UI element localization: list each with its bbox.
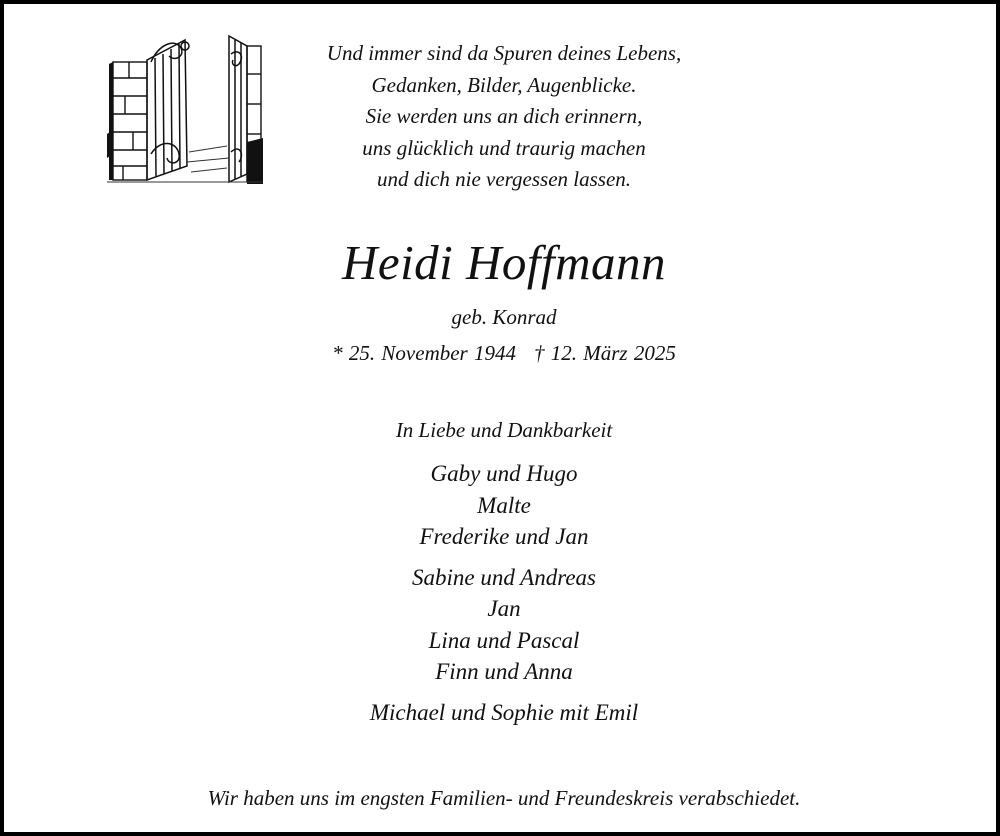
memorial-poem	[274, 38, 734, 196]
garden-gate-illustration	[107, 34, 263, 184]
birth-date: * 25. November 1944	[332, 341, 516, 365]
mourner-group	[4, 562, 1000, 688]
poem-line: Gedanken, Bilder, Augenblicke.	[371, 72, 637, 97]
mourner-line: Gaby und Hugo	[430, 461, 578, 486]
mourner-group	[4, 458, 1000, 553]
poem-line: Sie werden uns an dich erinnern,	[365, 104, 643, 128]
farewell-note: Wir haben uns im engsten Familien- und Freundeskreis verabschiedet.	[207, 786, 801, 810]
gate-leaf-left	[147, 40, 189, 180]
poem-line: und dich nie vergessen lassen.	[376, 167, 632, 191]
mourner-line: Finn und Anna	[435, 659, 573, 684]
mourners-list	[4, 458, 1000, 737]
stone-pillar-left	[113, 62, 147, 180]
life-dates	[4, 340, 1000, 366]
closing-phrase: In Liebe und Dankbarkeit	[395, 418, 613, 442]
mourner-line: Frederike und Jan	[419, 524, 589, 549]
gate-leaf-right	[229, 36, 247, 182]
mourner-line: Malte	[477, 492, 531, 518]
mourner-line: Sabine und Andreas	[412, 564, 596, 590]
poem-line: Und immer sind da Spuren deines Lebens,	[326, 41, 682, 65]
mourner-line: Lina und Pascal	[428, 627, 580, 653]
death-date: † 12. März 2025	[533, 341, 676, 365]
poem-line: uns glücklich und traurig machen	[362, 135, 646, 160]
mourner-group	[4, 697, 1000, 729]
birth-name: geb. Konrad	[451, 305, 557, 329]
mourner-line: Jan	[487, 596, 521, 621]
mourner-line: Michael und Sophie mit Emil	[369, 699, 639, 725]
deceased-name: Heidi Hoffmann	[341, 235, 667, 290]
